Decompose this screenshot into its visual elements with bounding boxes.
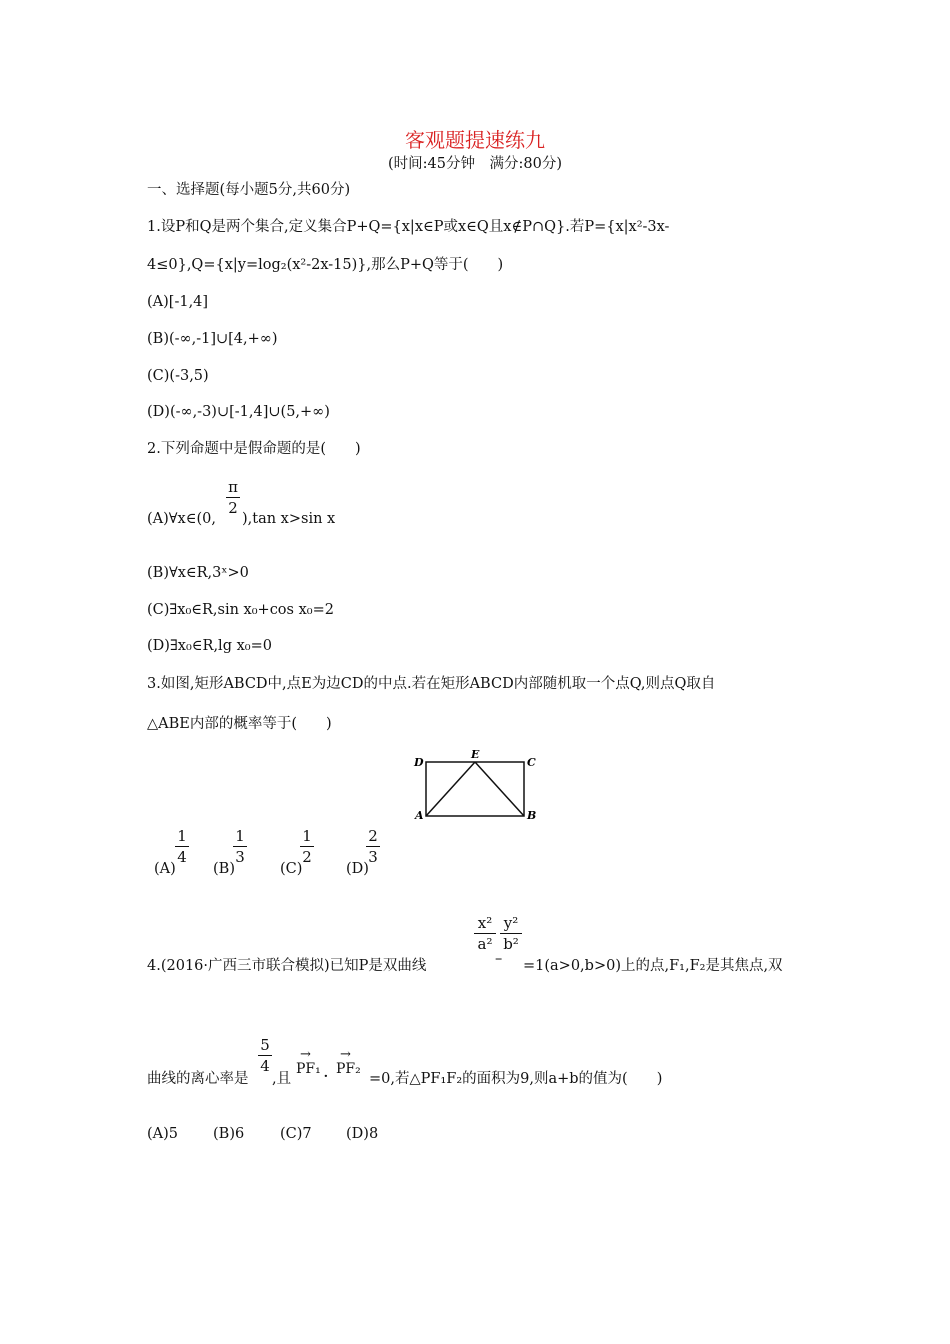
fraction-numerator: 1 [235, 827, 245, 845]
fraction-denominator: a² [477, 935, 493, 953]
q3-option-b-fraction [233, 827, 247, 866]
vector-pf2-label: PF₂ [336, 1061, 361, 1077]
fraction-numerator: 1 [302, 827, 312, 845]
q3-stem-line2: △ABE内部的概率等于( ) [147, 716, 332, 732]
fraction-bar [233, 846, 247, 847]
fraction-denominator: 2 [228, 499, 238, 517]
fraction-numerator: x² [477, 914, 493, 932]
fraction-bar [258, 1055, 272, 1056]
dot-product-sign: · [323, 1066, 329, 1087]
q4-option-c: (C)7 [280, 1126, 312, 1142]
q4-stem-line2-suffix: =0,若△PF₁F₂的面积为9,则a+b的值为( ) [369, 1071, 663, 1087]
q1-option-c: (C)(-3,5) [147, 368, 209, 384]
fraction-numerator: 2 [368, 827, 378, 845]
fraction-bar [474, 933, 496, 934]
q4-option-b: (B)6 [213, 1126, 245, 1142]
label-d: D [414, 756, 424, 769]
fraction-numerator: y² [503, 914, 519, 932]
q1-option-d: (D)(-∞,-3)∪[-1,4]∪(5,+∞) [147, 404, 330, 420]
fraction-bar [226, 497, 240, 498]
q4-stem-line2-prefix: 曲线的离心率是 [147, 1071, 249, 1087]
vector-pf1 [296, 1047, 321, 1077]
fraction-denominator: 3 [235, 848, 245, 866]
section-heading: 一、选择题(每小题5分,共60分) [147, 182, 351, 198]
q2-option-c: (C)∃x₀∈R,sin x₀+cos x₀=2 [147, 602, 334, 618]
q1-stem-line1: 1.设P和Q是两个集合,定义集合P+Q={x|x∈P或x∈Q且x∉P∩Q}.若P={x|x²-3x- [147, 219, 670, 235]
q4-x-over-a-fraction [474, 914, 496, 953]
q3-option-d-label: (D) [346, 861, 369, 877]
q4-stem-line2-mid: ,且 [272, 1071, 292, 1087]
q3-option-c-label: (C) [280, 861, 303, 877]
q4-stem-line1-suffix: =1(a>0,b>0)上的点,F₁,F₂是其焦点,双 [523, 958, 783, 974]
q1-stem-line2: 4≤0},Q={x|y=log₂(x²-2x-15)},那么P+Q等于( ) [147, 257, 504, 273]
q2-option-a-prefix: (A)∀x∈(0, [147, 511, 216, 527]
q4-eccentricity-fraction [258, 1036, 272, 1075]
fraction-denominator: b² [503, 935, 519, 953]
q2-option-d: (D)∃x₀∈R,lg x₀=0 [147, 638, 272, 654]
fraction-bar [500, 933, 522, 934]
label-b: B [527, 809, 537, 822]
fraction-denominator: 4 [177, 848, 187, 866]
q1-option-a: (A)[-1,4] [147, 294, 209, 310]
label-a: A [415, 809, 424, 822]
q1-option-b: (B)(-∞,-1]∪[4,+∞) [147, 331, 278, 347]
q4-option-d: (D)8 [346, 1126, 379, 1142]
q4-stem-line1-prefix: 4.(2016·广西三市联合模拟)已知P是双曲线 [147, 958, 427, 974]
label-c: C [527, 756, 536, 769]
q3-option-c-fraction [300, 827, 314, 866]
page-title: 客观题提速练九 [405, 128, 545, 152]
fraction-numerator: 5 [260, 1036, 270, 1054]
q2-option-a-suffix: ),tan x>sin x [242, 511, 336, 527]
q2-option-a-fraction [226, 478, 240, 517]
fraction-bar [300, 846, 314, 847]
vector-pf2 [336, 1047, 361, 1077]
label-e: E [471, 748, 480, 761]
fraction-numerator: π [228, 478, 238, 496]
fraction-numerator: 1 [177, 827, 187, 845]
q2-option-b: (B)∀x∈R,3ˣ>0 [147, 565, 249, 581]
vector-arrow-icon: → [300, 1047, 311, 1062]
q4-option-a: (A)5 [147, 1126, 179, 1142]
page-subtitle: (时间:45分钟 满分:80分) [388, 156, 562, 172]
q3-option-b-label: (B) [213, 861, 235, 877]
q3-option-d-fraction [366, 827, 380, 866]
vector-pf1-label: PF₁ [296, 1061, 321, 1077]
vector-arrow-icon: → [340, 1047, 351, 1062]
fraction-denominator: 3 [368, 848, 378, 866]
fraction-denominator: 2 [302, 848, 312, 866]
fraction-bar [366, 846, 380, 847]
fraction-denominator: 4 [260, 1057, 270, 1075]
q4-y-over-b-fraction [500, 914, 522, 953]
q3-option-a-fraction [175, 827, 189, 866]
rectangle-abcd-figure [408, 745, 543, 825]
q3-stem-line1: 3.如图,矩形ABCD中,点E为边CD的中点.若在矩形ABCD内部随机取一个点Q,则点Q取自 [147, 676, 716, 692]
fraction-bar [175, 846, 189, 847]
q2-stem: 2.下列命题中是假命题的是( ) [147, 441, 361, 457]
q4-minus-sign: – [495, 951, 503, 967]
q3-option-a-label: (A) [154, 861, 176, 877]
